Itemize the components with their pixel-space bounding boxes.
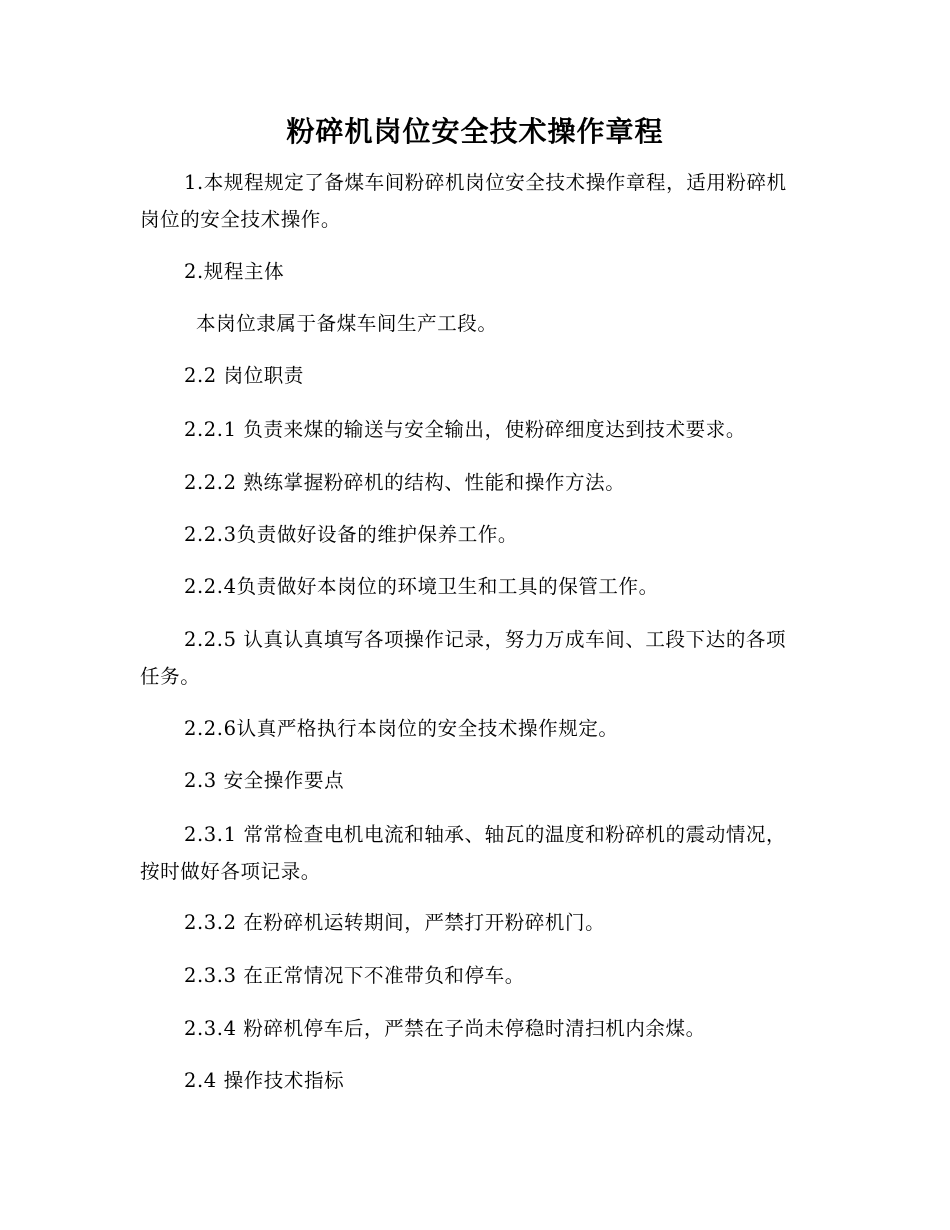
paragraph-section-2-2: 2.2 岗位职责 [184,364,305,387]
paragraph-section-2-3: 2.3 安全操作要点 [184,769,345,792]
paragraph-scope: 1.本规程规定了备煤车间粉碎机岗位安全技术操作章程，适用粉碎机岗位的安全技术操作。 [140,171,787,231]
paragraph-2-2-2: 2.2.2 熟练掌握粉碎机的结构、性能和操作方法。 [184,471,626,494]
document-title: 粉碎机岗位安全技术操作章程 [286,115,664,148]
paragraph-affiliation: 本岗位隶属于备煤车间生产工段。 [196,312,498,335]
paragraph-section-2: 2.规程主体 [184,260,285,283]
paragraph-2-2-6: 2.2.6认真严格执行本岗位的安全技术操作规定。 [184,717,619,740]
paragraph-2-2-4: 2.2.4负责做好本岗位的环境卫生和工具的保管工作。 [184,575,659,598]
paragraph-2-2-5: 2.2.5 认真认真填写各项操作记录，努力万成车间、工段下达的各项任务。 [140,628,787,688]
paragraph-2-3-2: 2.3.2 在粉碎机运转期间，严禁打开粉碎机门。 [184,911,606,934]
paragraph-2-3-4: 2.3.4 粉碎机停车后，严禁在子尚未停稳时清扫机内余煤。 [184,1017,706,1040]
paragraph-2-3-3: 2.3.3 在正常情况下不准带负和停车。 [184,964,525,987]
paragraph-2-2-3: 2.2.3负责做好设备的维护保养工作。 [184,523,519,546]
paragraph-section-2-4: 2.4 操作技术指标 [184,1069,345,1092]
paragraph-2-2-1: 2.2.1 负责来煤的输送与安全输出，使粉碎细度达到技术要求。 [184,418,746,441]
paragraph-2-3-1: 2.3.1 常常检查电机电流和轴承、轴瓦的温度和粉碎机的震动情况，按时做好各项记录。 [140,823,787,883]
